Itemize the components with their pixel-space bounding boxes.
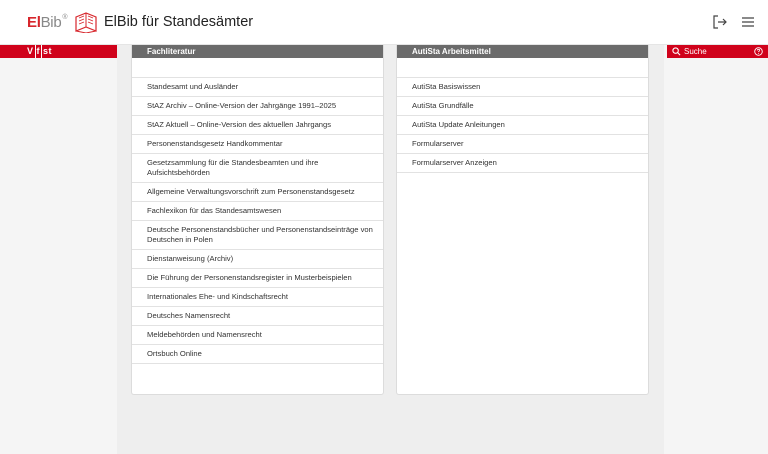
list-item[interactable]: Formularserver Anzeigen <box>397 154 648 173</box>
list-item[interactable]: Deutsche Personenstandsbücher und Personenstandseinträge von Deutschen in Polen <box>132 221 383 250</box>
app-title: ElBib für Standesämter <box>104 14 254 30</box>
list-item[interactable]: AutiSta Basiswissen <box>397 78 648 97</box>
list-item[interactable]: Allgemeine Verwaltungsvorschrift zum Personenstandsgesetz <box>132 183 383 202</box>
list-item[interactable]: Die Führung der Personenstandsregister in Musterbeispielen <box>132 269 383 288</box>
list-item[interactable]: AutiSta Update Anleitungen <box>397 116 648 135</box>
elbib-logo[interactable] <box>27 11 100 33</box>
panel-spacer <box>132 58 383 78</box>
fachliteratur-list <box>132 78 383 364</box>
fachliteratur-panel <box>131 45 384 395</box>
brand-band <box>0 45 117 58</box>
books-logo-icon <box>72 11 100 33</box>
panel-spacer <box>397 58 648 78</box>
autista-panel <box>396 45 649 395</box>
list-item[interactable]: Fachlexikon für das Standesamtswesen <box>132 202 383 221</box>
list-item[interactable]: Ortsbuch Online <box>132 345 383 364</box>
list-item[interactable]: Dienstanweisung (Archiv) <box>132 250 383 269</box>
hamburger-menu-icon[interactable] <box>739 13 757 31</box>
list-item[interactable]: Personenstandsgesetz Handkommentar <box>132 135 383 154</box>
list-item[interactable]: AutiSta Grundfälle <box>397 97 648 116</box>
panel-heading: AutiSta Arbeitsmittel <box>397 45 648 58</box>
list-item[interactable]: Deutsches Namensrecht <box>132 307 383 326</box>
help-icon[interactable] <box>754 47 763 56</box>
search-icon <box>672 47 681 56</box>
logo-wordmark: ElBib <box>27 13 62 31</box>
list-item[interactable]: Formularserver <box>397 135 648 154</box>
panel-heading: Fachliteratur <box>132 45 383 58</box>
search-button[interactable] <box>667 45 768 58</box>
list-item[interactable]: StAZ Archiv – Online-Version der Jahrgänge 1991–2025 <box>132 97 383 116</box>
logo-registered-mark: ® <box>62 13 68 21</box>
list-item[interactable]: Standesamt und Ausländer <box>132 78 383 97</box>
list-item[interactable]: Gesetzsammlung für die Standesbeamten und ihre Aufsichtsbehörden <box>132 154 383 183</box>
vfst-letter: st <box>43 46 53 56</box>
vfst-letter: V <box>27 46 34 56</box>
list-item[interactable]: Meldebehörden und Namensrecht <box>132 326 383 345</box>
list-item[interactable]: Internationales Ehe- und Kindschaftsrecht <box>132 288 383 307</box>
list-item[interactable]: StAZ Aktuell – Online-Version des aktuellen Jahrgangs <box>132 116 383 135</box>
search-label: Suche <box>684 47 707 56</box>
autista-list <box>397 78 648 173</box>
vfst-logo[interactable] <box>26 45 53 58</box>
app-header <box>0 0 768 45</box>
vfst-letter: f <box>36 46 41 56</box>
logout-icon[interactable] <box>711 13 729 31</box>
